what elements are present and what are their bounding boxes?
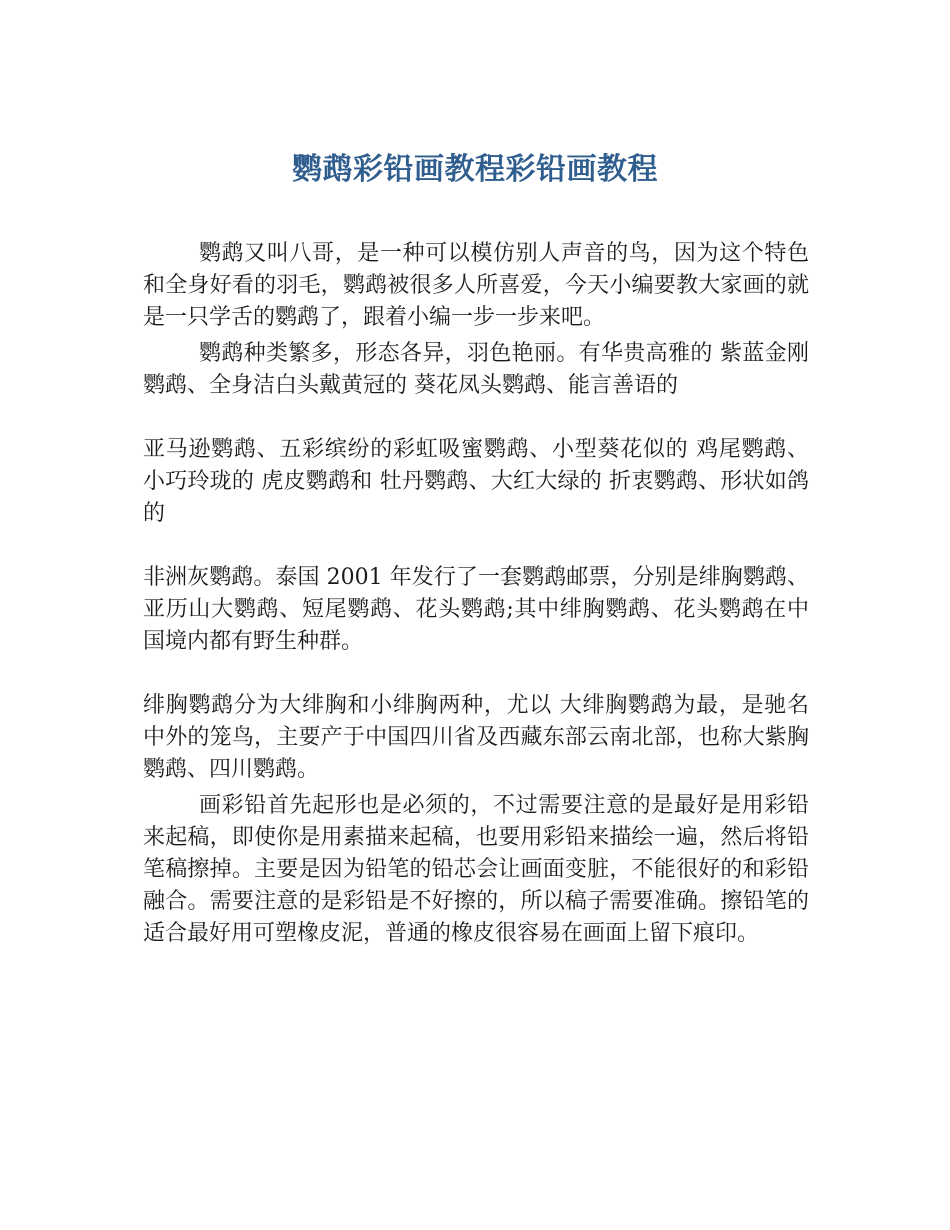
paragraph-spacer bbox=[143, 658, 809, 690]
paragraph-alexandrine: 绯胸鹦鹉分为大绯胸和小绯胸两种，尤以 大绯胸鹦鹉为最，是驰名中外的笼鸟，主要产于中国四川省及西藏东部云南北部，也称大紫胸鹦鹉、四川鹦鹉。 bbox=[143, 693, 809, 782]
paragraph-species-continued: 亚马逊鹦鹉、五彩缤纷的彩虹吸蜜鹦鹉、小型葵花似的 鸡尾鹦鹉、小巧玲珑的 虎皮鹦鹉和 牡丹鹦鹉、大红大绿的 折衷鹦鹉、形状如鸽的 bbox=[143, 437, 809, 526]
paragraph-spacer bbox=[143, 402, 809, 434]
document-title: 鹦鹉彩铅画教程彩铅画教程 bbox=[292, 152, 658, 187]
document-body bbox=[143, 238, 809, 950]
paragraph-stamps: 非洲灰鹦鹉。泰国 2001 年发行了一套鹦鹉邮票，分别是绯胸鹦鹉、亚历山大鹦鹉、短尾鹦鹉、花头鹦鹉;其中绯胸鹦鹉、花头鹦鹉在中国境内都有野生种群。 bbox=[143, 565, 809, 654]
paragraph-spacer bbox=[143, 530, 809, 562]
paragraph-intro: 鹦鹉又叫八哥，是一种可以模仿别人声音的鸟，因为这个特色和全身好看的羽毛，鹦鹉被很多人所喜爱，今天小编要教大家画的就是一只学舌的鹦鹉了，跟着小编一步一步来吧。 bbox=[143, 241, 809, 330]
paragraph-species: 鹦鹉种类繁多，形态各异，羽色艳丽。有华贵高雅的 紫蓝金刚鹦鹉、全身洁白头戴黄冠的 葵花凤头鹦鹉、能言善语的 bbox=[143, 341, 809, 398]
paragraph-drawing-tips: 画彩铅首先起形也是必须的，不过需要注意的是最好是用彩铅来起稿，即使你是用素描来起稿，也要用彩铅来描绘一遍，然后将铅笔稿擦掉。主要是因为铅笔的铅芯会让画面变脏，不能很好的和彩铅融合。需要注意的是彩铅是不好擦的，所以稿子需要准确。擦铅笔的适合最好用可塑橡皮泥，普通的橡皮很容易在画面上留下痕印。 bbox=[143, 793, 809, 946]
